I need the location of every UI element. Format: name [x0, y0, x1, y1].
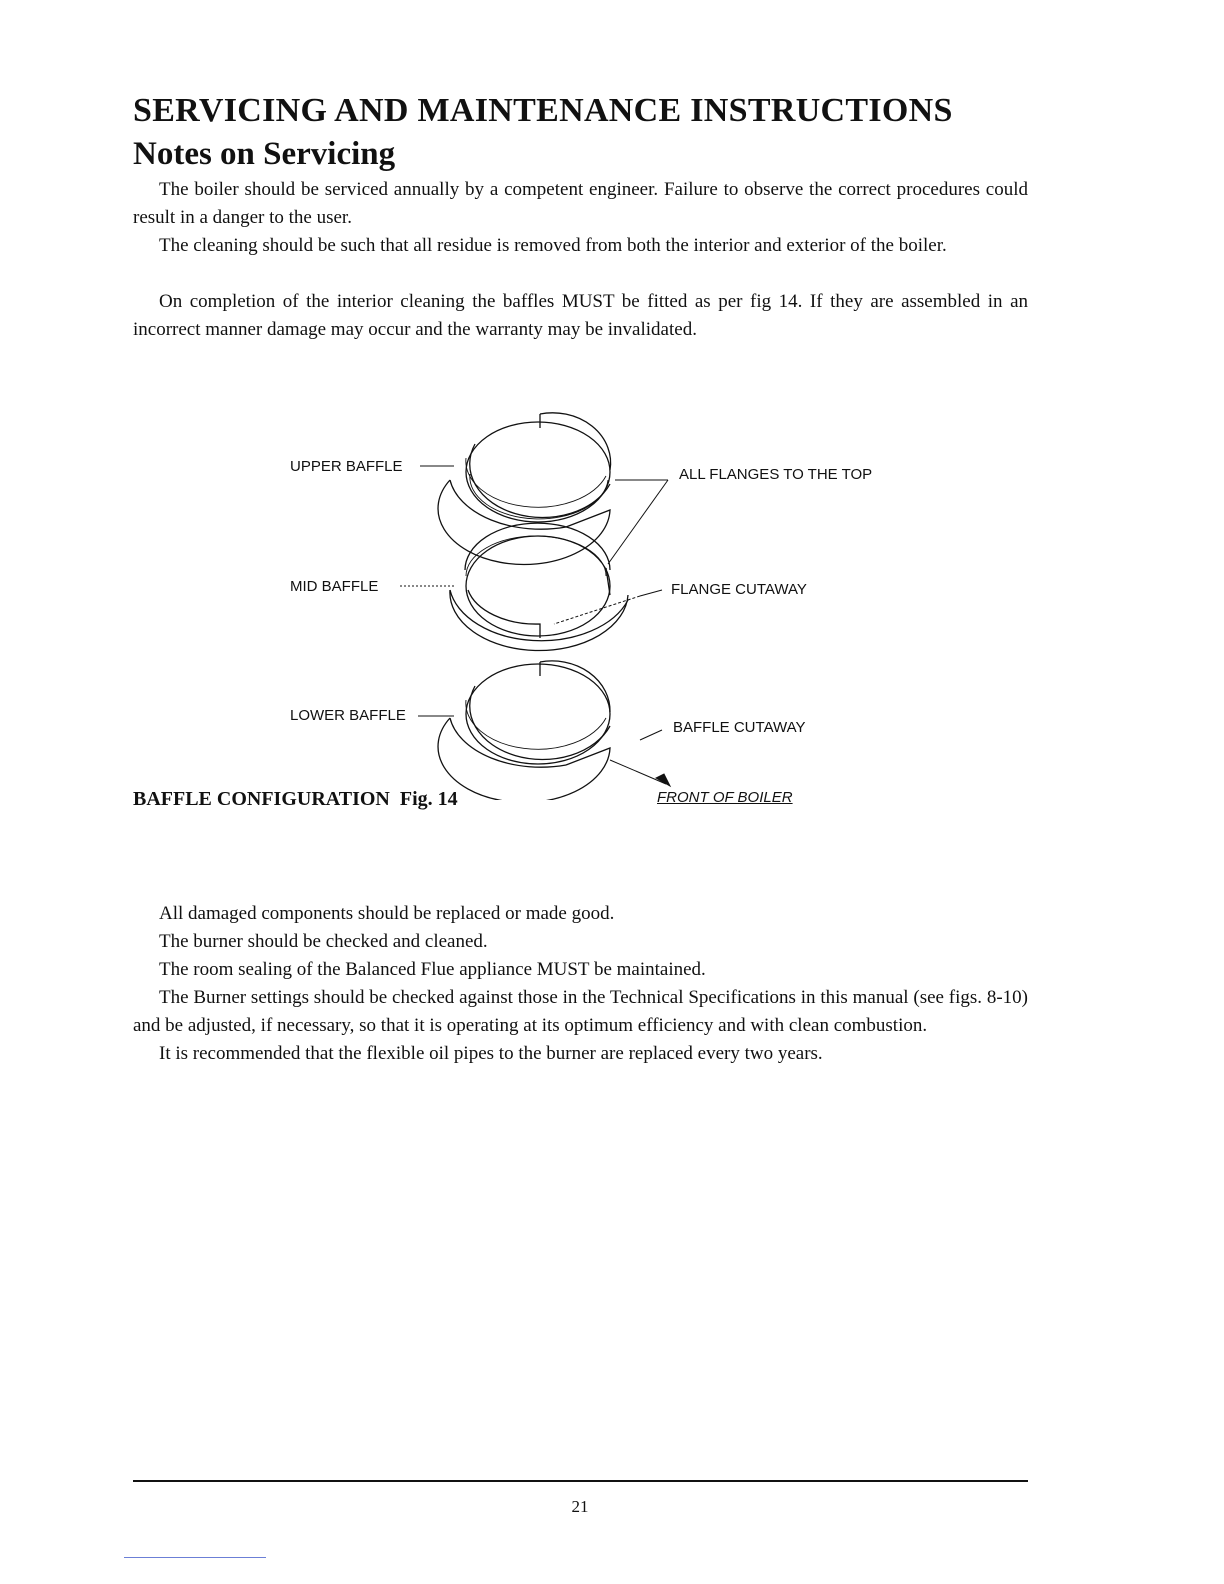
upper-baffle-drawing: [438, 413, 611, 565]
page-number: 21: [571, 1497, 589, 1516]
body-paragraph: The room sealing of the Balanced Flue appliance MUST be maintained.: [159, 959, 706, 980]
all-flanges-label: ALL FLANGES TO THE TOP: [679, 466, 873, 483]
lower-baffle-label: LOWER BAFFLE: [290, 707, 406, 724]
intro-paragraph: The boiler should be serviced annually by a competent engineer. Failure to observe the correct procedures could result in a danger to the user.: [133, 179, 1028, 228]
figure-caption: BAFFLE CONFIGURATION Fig. 14: [133, 788, 458, 810]
upper-baffle-label: UPPER BAFFLE: [290, 458, 403, 475]
baffle-cutaway-label: BAFFLE CUTAWAY: [673, 719, 806, 736]
body-paragraph: The Burner settings should be checked against those in the Technical Specifications in this manual (see figs. 8-10) and be adjusted, if necessary, so that it is operating at its optimum efficiency and with clean combustion.: [133, 987, 1028, 1036]
section-heading: Notes on Servicing: [133, 136, 396, 172]
footer-divider: [133, 1480, 1028, 1482]
front-of-boiler-label: FRONT OF BOILER: [657, 789, 793, 806]
leader-lines: [400, 466, 670, 786]
intro-paragraph: The cleaning should be such that all residue is removed from both the interior and exterior of the boiler.: [159, 235, 947, 256]
body-paragraph: It is recommended that the flexible oil pipes to the burner are replaced every two years.: [159, 1043, 823, 1064]
mid-baffle-drawing: [450, 523, 628, 650]
baffle-configuration-figure: [270, 400, 910, 800]
flange-cutaway-label: FLANGE CUTAWAY: [671, 581, 807, 598]
lower-baffle-drawing: [438, 661, 610, 800]
page-title: SERVICING AND MAINTENANCE INSTRUCTIONS: [133, 92, 953, 129]
body-paragraph: The burner should be checked and cleaned.: [159, 931, 488, 952]
intro-paragraph: On completion of the interior cleaning the baffles MUST be fitted as per fig 14. If they are assembled in an incorrect manner damage may occur and the warranty may be invalidated.: [133, 291, 1028, 340]
servicing-notes: [133, 900, 1028, 1068]
mid-baffle-label: MID BAFFLE: [290, 578, 379, 595]
footnote-divider: [124, 1557, 266, 1558]
body-paragraph: All damaged components should be replaced or made good.: [159, 903, 615, 924]
